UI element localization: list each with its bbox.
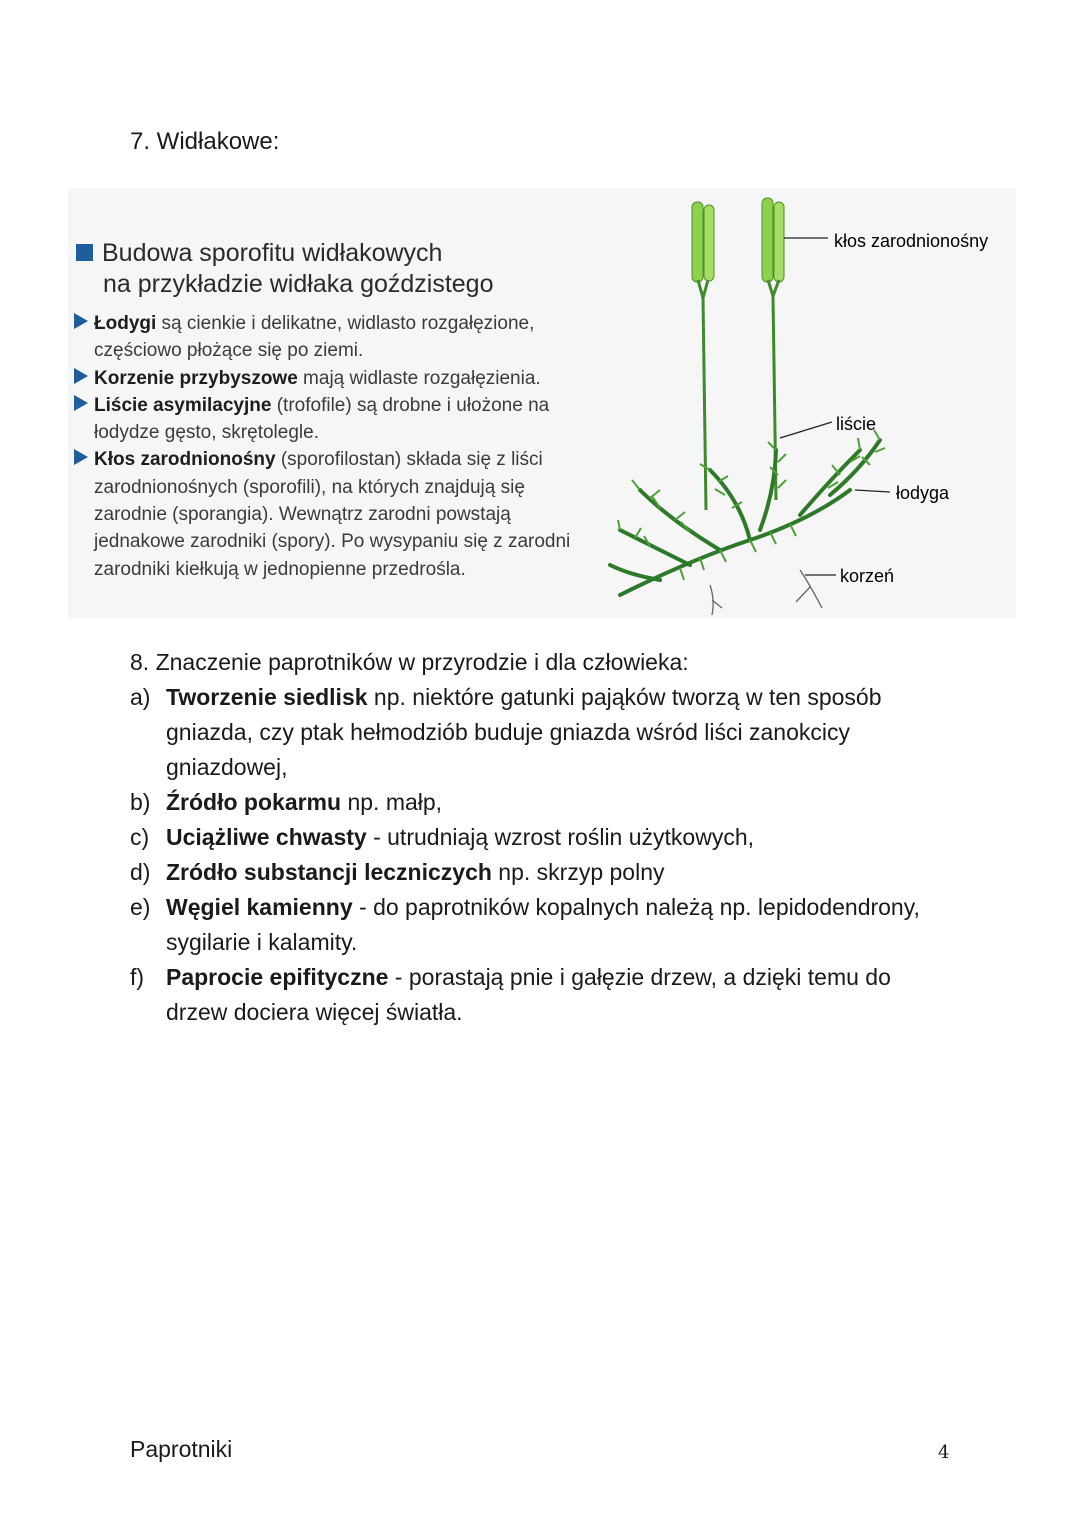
list-item xyxy=(130,855,950,890)
triangle-bullet-icon xyxy=(74,368,88,384)
bullet-term: Kłos zarodnionośny xyxy=(94,449,276,471)
box-title-line2: na przykładzie widłaka goździstego xyxy=(103,270,494,298)
triangle-bullet-icon xyxy=(74,395,88,411)
leaf-needles-icon xyxy=(618,430,885,580)
item-marker: a) xyxy=(130,684,151,710)
item-text: np. małp, xyxy=(341,789,443,815)
item-marker: e) xyxy=(130,894,151,920)
list-item xyxy=(130,820,950,855)
list-item xyxy=(74,446,584,582)
bullet-text: są cienkie i delikatne, widlasto rozgałęzione, częściowo płożące się po ziemi. xyxy=(94,313,535,362)
item-marker: d) xyxy=(130,859,151,885)
item-text: np. niektóre gatunki pająków tworzą w ten sposób gniazda, czy ptak hełmodziób buduje gniazda wśród liści zanokcicy gniazdowej, xyxy=(166,684,882,780)
bullet-term: Korzenie przybyszowe xyxy=(94,367,298,389)
list-item xyxy=(130,890,950,960)
list-item xyxy=(130,960,950,1030)
item-text: np. skrzyp polny xyxy=(491,859,665,885)
bullet-text: (sporofilostan) składa się z liści zarodnionośnych (sporofili), na których znajdują się zarodnie (sporangia). Wewnątrz zarodni powstają jednakowe zarodniki (spory). Po wysypaniu się z zarodni zarodniki kiełkują w jednopienne przedrośla. xyxy=(94,449,571,580)
item-text: - utrudniają wzrost roślin użytkowych, xyxy=(366,824,755,850)
section-8-heading: 8. Znaczenie paprotników w przyrodzie i dla człowieka: xyxy=(130,649,689,675)
bullet-term: Łodygi xyxy=(94,313,157,334)
item-term: Zródło substancji leczniczych xyxy=(166,859,492,885)
page-number: 4 xyxy=(938,1442,950,1463)
stem-icon xyxy=(698,280,779,510)
leader-lines xyxy=(780,238,890,575)
box-title xyxy=(76,238,494,300)
bullet-term: Liście asymilacyjne xyxy=(94,394,272,416)
triangle-bullet-icon xyxy=(74,313,88,329)
item-term: Źródło pokarmu xyxy=(166,789,342,815)
item-term: Uciążliwe chwasty xyxy=(166,824,367,850)
label-strobilus: kłos zarodnionośny xyxy=(834,231,989,251)
section-8 xyxy=(130,645,950,1030)
label-leaves: liście xyxy=(836,414,877,434)
item-term: Tworzenie siedlisk xyxy=(166,684,368,710)
item-marker: c) xyxy=(130,824,150,850)
section-7-heading: 7. Widłakowe: xyxy=(130,128,280,155)
list-item xyxy=(130,680,950,785)
item-text: - do paprotników kopalnych należą np. lepidodendrony, sygilarie i kalamity. xyxy=(166,894,920,955)
bullet-list xyxy=(74,310,584,583)
box-title-line1: Budowa sporofitu widłakowych xyxy=(102,239,443,267)
list-item xyxy=(130,785,950,820)
strobilus-icon xyxy=(692,198,784,282)
item-text: - porastają pnie i gałęzie drzew, a dzięki temu do drzew dociera więcej światła. xyxy=(166,964,891,1025)
triangle-bullet-icon xyxy=(74,449,88,465)
list-item xyxy=(74,392,584,447)
list-item xyxy=(74,365,584,392)
item-marker: f) xyxy=(130,964,145,990)
list-item xyxy=(74,310,584,365)
square-bullet-icon xyxy=(76,244,93,261)
item-term: Paprocie epifityczne xyxy=(166,964,389,990)
item-term: Węgiel kamienny xyxy=(166,894,353,920)
item-marker: b) xyxy=(130,789,151,815)
bullet-text: mają widlaste rozgałęzienia. xyxy=(297,367,541,389)
footer-title: Paprotniki xyxy=(130,1436,233,1462)
clubmoss-illustration xyxy=(600,190,1016,618)
bullet-text: (trofofile) są drobne i ułożone na łodydze gęsto, skrętolegle. xyxy=(94,394,550,444)
label-root: korzeń xyxy=(840,566,895,586)
roots-icon xyxy=(710,570,822,615)
label-stem: łodyga xyxy=(896,483,950,503)
